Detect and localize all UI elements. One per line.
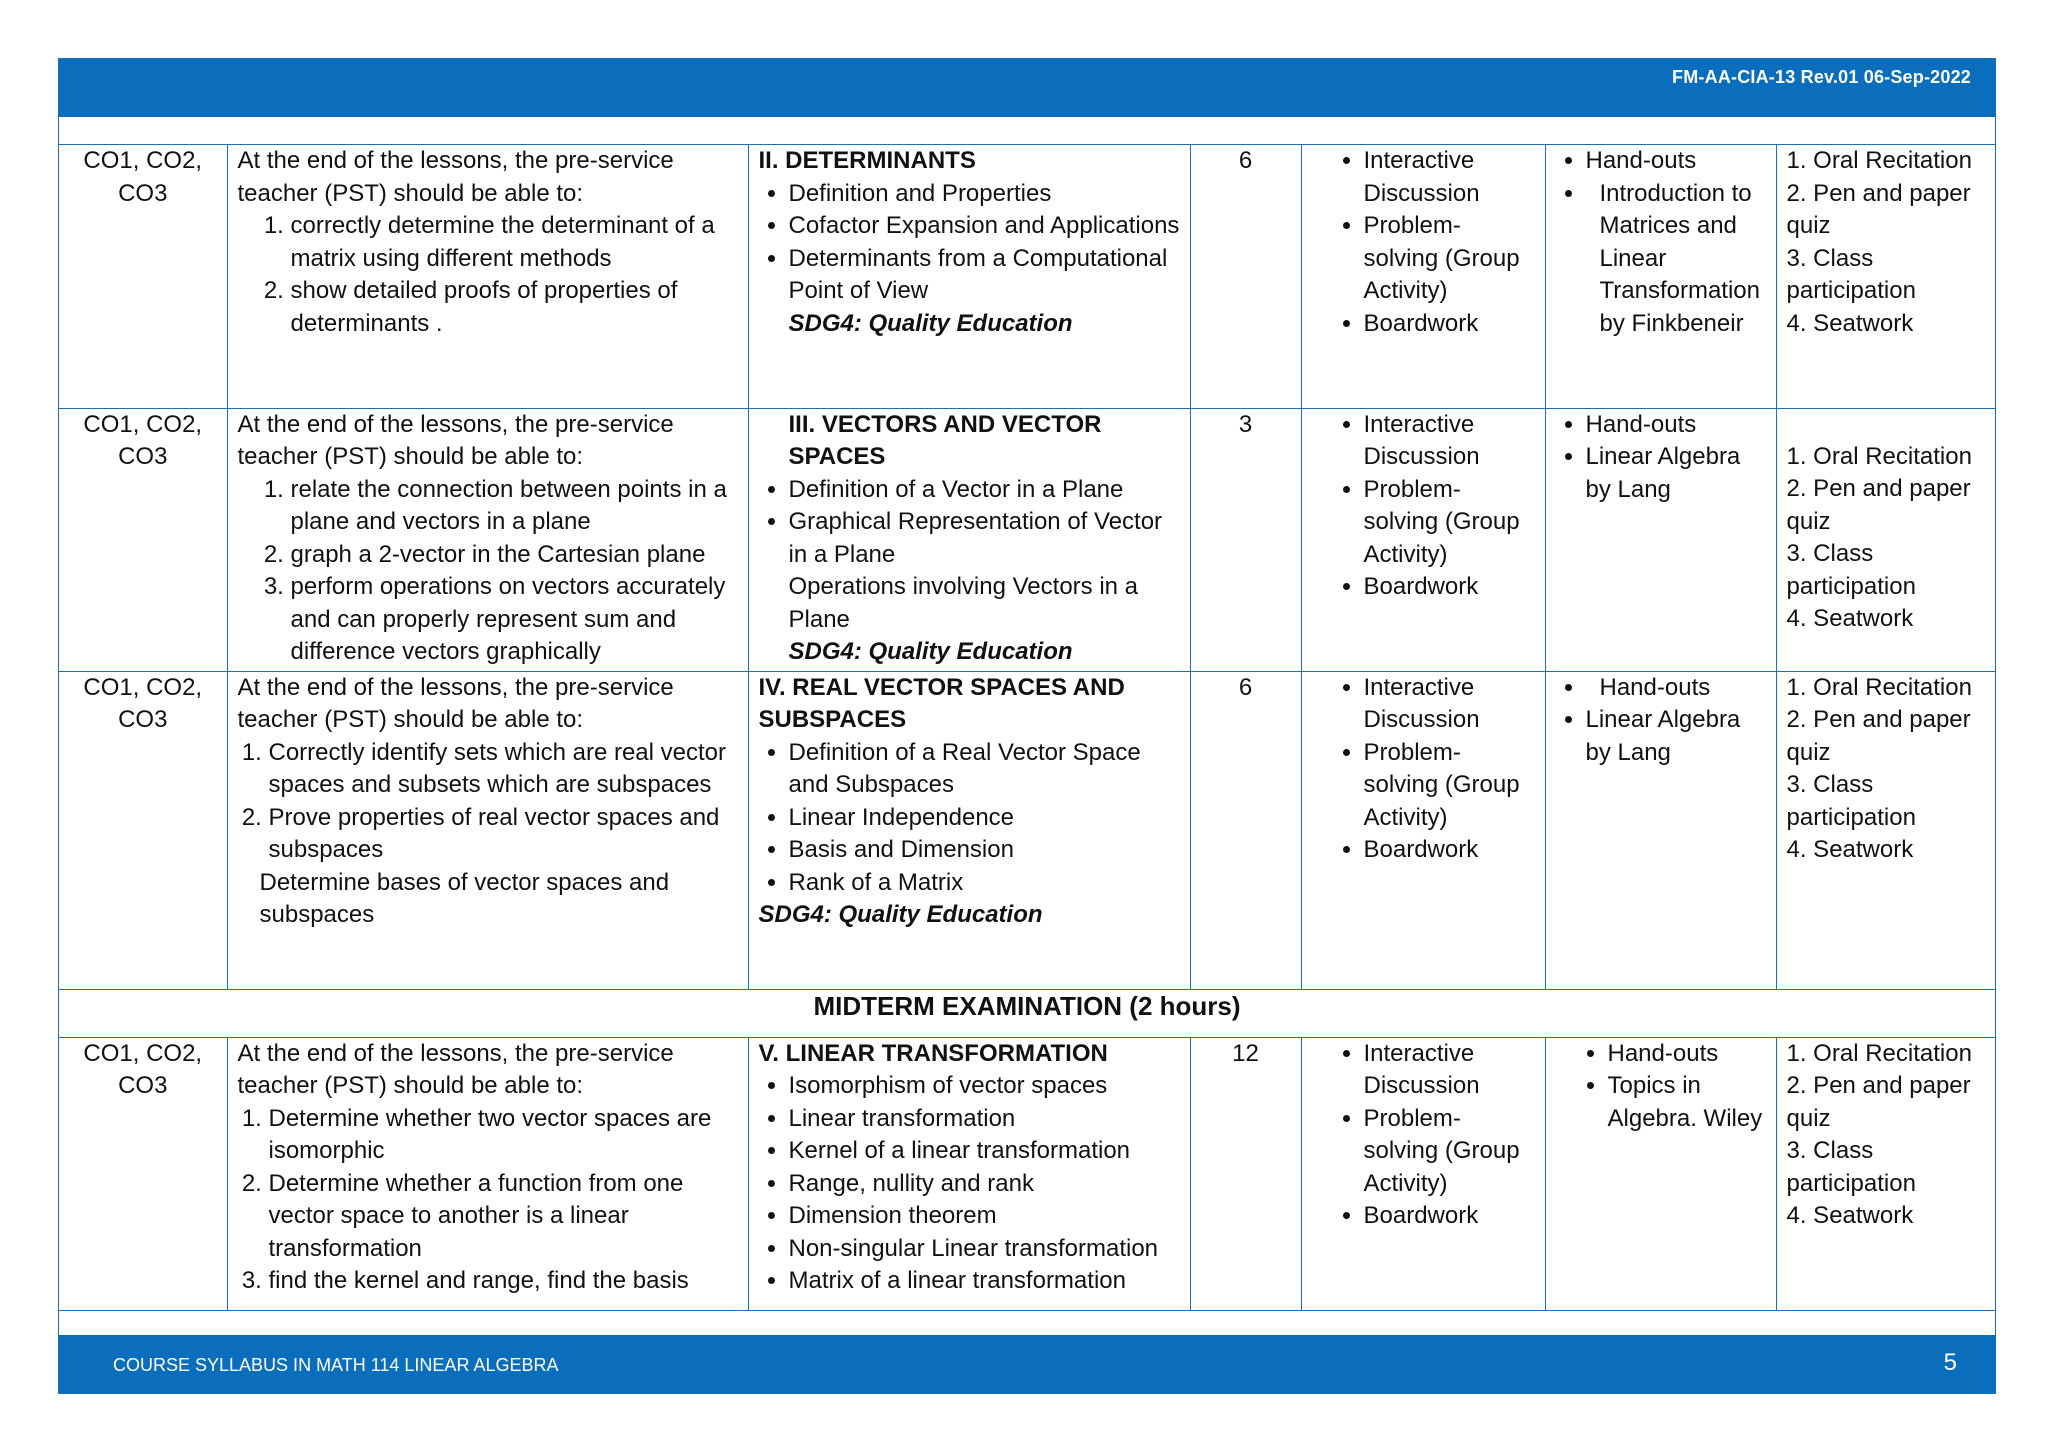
course-outcomes: CO1, CO2, CO3 <box>59 671 227 989</box>
header-band <box>59 59 1995 117</box>
methods-list <box>1312 409 1535 604</box>
topic-extra: Operations involving Vectors in a Plane <box>788 573 1139 633</box>
objective-item: 2. Prove properties of real vector spaces and subspaces <box>269 802 738 867</box>
assessment-item: 4. Seatwork <box>1786 836 1914 863</box>
topic-item: • Range, nullity and rank <box>789 1168 1180 1201</box>
assessment-item: 1. Oral Recitation <box>1786 673 1972 701</box>
midterm-label: MIDTERM EXAMINATION (2 hours) <box>59 989 1995 1037</box>
objective-item: 3. perform operations on vectors accurately and can properly represent sum and difference vectors graphically <box>291 571 738 669</box>
assessment-item: 1. Oral Recitation <box>1786 442 1972 470</box>
resource-item: • Topics in Algebra. Wiley <box>1608 1070 1766 1135</box>
assessment-item: 1. Oral Recitation <box>1786 147 1972 174</box>
resources <box>1545 1037 1776 1310</box>
table-row <box>59 408 1995 671</box>
objective-item: 3. find the kernel and range, find the basis <box>269 1265 738 1298</box>
topic-item: • Graphical Representation of Vector in a Plane <box>789 506 1180 571</box>
assessment <box>1776 1037 1995 1310</box>
assessment-item: 4. Seatwork <box>1786 1202 1914 1229</box>
methods-list <box>1312 1038 1535 1233</box>
course-content <box>748 408 1190 671</box>
topic-title: V. LINEAR TRANSFORMATION <box>758 1039 1108 1067</box>
course-title: COURSE SYLLABUS IN MATH 114 LINEAR ALGEBRA <box>113 1355 559 1375</box>
topic-item: • Definition and Properties <box>789 178 1180 211</box>
method-item: • Interactive Discussion <box>1364 1038 1535 1103</box>
objective-item: 2. Determine whether a function from one vector space to another is a linear transformation <box>269 1168 738 1266</box>
topic-item: • Basis and Dimension <box>789 834 1180 867</box>
objectives-intro: At the end of the lessons, the pre-service teacher (PST) should be able to: <box>237 673 674 733</box>
course-outcomes: CO1, CO2, CO3 <box>59 408 227 671</box>
method-item: • Interactive Discussion <box>1364 672 1535 737</box>
sdg-label: SDG4: Quality Education <box>788 309 1073 337</box>
resources-list <box>1556 672 1766 770</box>
assessment-item: 3. Class participation <box>1786 244 1916 304</box>
resource-item: • Hand-outs <box>1586 145 1766 178</box>
objective-item: 2. graph a 2-vector in the Cartesian plane <box>291 539 738 572</box>
assessment-item: 3. Class participation <box>1786 771 1916 831</box>
method-item: • Boardwork <box>1364 571 1535 604</box>
topic-item: • Isomorphism of vector spaces <box>789 1070 1180 1103</box>
objectives-intro: At the end of the lessons, the pre-service teacher (PST) should be able to: <box>237 147 674 207</box>
methods-list <box>1312 145 1535 340</box>
topic-list <box>759 474 1180 572</box>
document-code: FM-AA-CIA-13 Rev.01 06-Sep-2022 <box>1672 67 1971 87</box>
objective-item: 2. show detailed proofs of properties of determinants . <box>291 275 738 340</box>
sdg-label: SDG4: Quality Education <box>758 901 1043 928</box>
assessment-item: 3. Class participation <box>1786 540 1916 600</box>
objectives-list <box>238 1103 738 1298</box>
assessment <box>1776 671 1995 989</box>
objectives-list <box>238 737 738 867</box>
resource-item: • Linear Algebra by Lang <box>1586 441 1766 506</box>
resources-list <box>1556 145 1766 340</box>
method-item: • Boardwork <box>1364 834 1535 867</box>
topic-item: • Non-singular Linear transformation <box>789 1233 1180 1266</box>
resource-item: • Introduction to Matrices and Linear Transformation by Finkbeneir <box>1586 178 1766 341</box>
method-item: • Boardwork <box>1364 308 1535 341</box>
resources <box>1545 408 1776 671</box>
objectives-intro: At the end of the lessons, the pre-service teacher (PST) should be able to: <box>237 1039 674 1099</box>
objectives-intro: At the end of the lessons, the pre-service teacher (PST) should be able to: <box>237 410 674 470</box>
syllabus-page <box>58 58 1996 1394</box>
method-item: • Boardwork <box>1364 1200 1535 1233</box>
resources <box>1545 145 1776 408</box>
assessment-item: 2. Pen and paper quiz <box>1786 475 1971 535</box>
assessment-item: 2. Pen and paper quiz <box>1786 706 1971 766</box>
learning-outcomes <box>227 145 748 408</box>
learning-outcomes <box>227 1037 748 1310</box>
resources-list <box>1556 1038 1766 1136</box>
sdg-label: SDG4: Quality Education <box>788 638 1073 665</box>
resource-item: • Hand-outs <box>1586 672 1766 705</box>
objectives-list <box>238 210 738 340</box>
syllabus-table <box>59 145 1995 1311</box>
topic-item: • Cofactor Expansion and Applications <box>789 210 1180 243</box>
method-item: • Problem-solving (Group Activity) <box>1364 210 1535 308</box>
resource-item: • Hand-outs <box>1608 1038 1766 1071</box>
topic-list <box>759 1070 1180 1298</box>
objective-extra: Determine bases of vector spaces and subspaces <box>259 868 670 928</box>
page-number: 5 <box>1943 1349 1957 1376</box>
teaching-methods <box>1301 671 1545 989</box>
topic-item: • Dimension theorem <box>789 1200 1180 1233</box>
objective-item: 1. Determine whether two vector spaces are isomorphic <box>269 1103 738 1168</box>
learning-outcomes <box>227 671 748 989</box>
learning-outcomes <box>227 408 748 671</box>
hours: 6 <box>1190 145 1301 408</box>
resources <box>1545 671 1776 989</box>
objective-item: 1. correctly determine the determinant of a matrix using different methods <box>291 210 738 275</box>
method-item: • Problem-solving (Group Activity) <box>1364 474 1535 572</box>
teaching-methods <box>1301 408 1545 671</box>
objective-item: 1. Correctly identify sets which are real vector spaces and subsets which are subspaces <box>269 737 738 802</box>
resource-item: • Hand-outs <box>1586 409 1766 442</box>
table-row <box>59 145 1995 408</box>
course-outcomes: CO1, CO2, CO3 <box>59 1037 227 1310</box>
assessment <box>1776 408 1995 671</box>
footer-band <box>59 1335 1995 1393</box>
header-strip <box>59 117 1995 145</box>
topic-item: • Definition of a Vector in a Plane <box>789 474 1180 507</box>
resource-item: • Linear Algebra by Lang <box>1586 704 1766 769</box>
topic-item: • Definition of a Real Vector Space and Subspaces <box>789 737 1180 802</box>
assessment-item: 3. Class participation <box>1786 1137 1916 1197</box>
table-row <box>59 1037 1995 1310</box>
assessment <box>1776 145 1995 408</box>
topic-item: • Linear Independence <box>789 802 1180 835</box>
hours: 6 <box>1190 671 1301 989</box>
assessment-item: 1. Oral Recitation <box>1786 1039 1972 1067</box>
topic-list <box>759 178 1180 308</box>
teaching-methods <box>1301 1037 1545 1310</box>
methods-list <box>1312 672 1535 867</box>
assessment-item: 4. Seatwork <box>1786 309 1914 337</box>
hours: 3 <box>1190 408 1301 671</box>
course-content <box>748 671 1190 989</box>
topic-item: • Kernel of a linear transformation <box>789 1135 1180 1168</box>
method-item: • Problem-solving (Group Activity) <box>1364 1103 1535 1201</box>
course-outcomes: CO1, CO2, CO3 <box>59 145 227 408</box>
method-item: • Problem-solving (Group Activity) <box>1364 737 1535 835</box>
table-row <box>59 671 1995 989</box>
topic-item: • Linear transformation <box>789 1103 1180 1136</box>
assessment-item: 2. Pen and paper quiz <box>1786 179 1971 239</box>
topic-title: IV. REAL VECTOR SPACES AND SUBSPACES <box>758 673 1125 733</box>
assessment-item: 2. Pen and paper quiz <box>1786 1072 1971 1132</box>
topic-title: II. DETERMINANTS <box>758 147 976 174</box>
teaching-methods <box>1301 145 1545 408</box>
course-content <box>748 145 1190 408</box>
midterm-row <box>59 989 1995 1037</box>
resources-list <box>1556 409 1766 507</box>
objective-item: 1. relate the connection between points in a plane and vectors in a plane <box>291 474 738 539</box>
topic-item: • Rank of a Matrix <box>789 867 1180 900</box>
method-item: • Interactive Discussion <box>1364 145 1535 210</box>
assessment-item: 4. Seatwork <box>1786 605 1914 632</box>
hours: 12 <box>1190 1037 1301 1310</box>
objectives-list <box>238 474 738 669</box>
topic-list <box>759 737 1180 900</box>
topic-item: • Matrix of a linear transformation <box>789 1265 1180 1298</box>
course-content <box>748 1037 1190 1310</box>
topic-title: III. VECTORS AND VECTOR SPACES <box>788 410 1102 470</box>
method-item: • Interactive Discussion <box>1364 409 1535 474</box>
topic-item: • Determinants from a Computational Point of View <box>789 243 1180 308</box>
